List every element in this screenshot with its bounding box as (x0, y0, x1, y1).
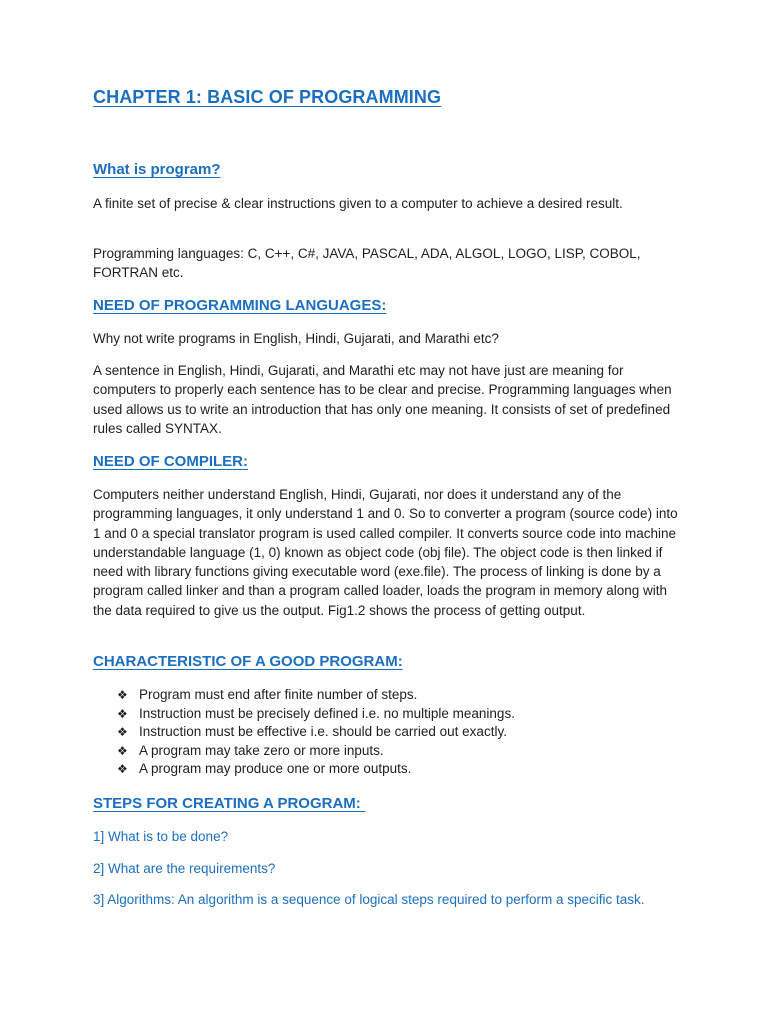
step-item: 2] What are the requirements? (93, 861, 276, 876)
paragraph-why-not-english: Why not write programs in English, Hindi, Gujarati, and Marathi etc? (93, 331, 499, 346)
list-item: ❖ Instruction must be effective i.e. should be carried out exactly. (117, 723, 515, 742)
diamond-bullet-icon: ❖ (117, 706, 128, 721)
paragraph-program-definition: A finite set of precise & clear instructions given to a computer to achieve a desired result. (93, 196, 623, 211)
paragraph-programming-languages: Programming languages: C, C++, C#, JAVA, PASCAL, ADA, ALGOL, LOGO, LISP, COBOL, FORTRAN etc. (93, 246, 641, 281)
diamond-bullet-icon: ❖ (117, 743, 128, 758)
list-item: ❖ A program may produce one or more outputs. (117, 760, 515, 779)
paragraph-compiler-explanation: Computers neither understand English, Hindi, Gujarati, nor does it understand any of the programming languages, it only understand 1 and 0. So to converter a program (source code) into 1 and 0 a special translator program is used called compiler. It converts source code into machine understandable language (1, 0) known as object code (obj file). The object code is then linked if need with library functions giving executable word (exe.file). The process of linking is done by a program called linker and than a program called loader, loads the program in memory along with the data required to give us the output. Fig1.2 shows the process of getting output. (93, 487, 678, 618)
diamond-bullet-icon: ❖ (117, 762, 128, 777)
heading-steps-creating-program: STEPS FOR CREATING A PROGRAM: (93, 795, 365, 812)
heading-need-of-compiler: NEED OF COMPILER: (93, 453, 249, 470)
heading-what-is-program: What is program? (93, 161, 221, 178)
list-item: ❖ Program must end after finite number of steps. (117, 686, 515, 705)
characteristics-list (117, 686, 515, 779)
chapter-title: CHAPTER 1: BASIC OF PROGRAMMING (93, 87, 442, 107)
step-item: 3] Algorithms: An algorithm is a sequence of logical steps required to perform a specific task. (93, 892, 645, 907)
diamond-bullet-icon: ❖ (117, 688, 128, 702)
paragraph-precise-meaning: A sentence in English, Hindi, Gujarati, and Marathi etc may not have just are meaning for computers to properly each sentence has to be clear and precise. Programming languages when used allows us to write an introduction that has only one meaning. It consists of set of predefined rules called SYNTAX. (93, 363, 672, 436)
step-item: 1] What is to be done? (93, 829, 229, 844)
list-item: ❖ Instruction must be precisely defined i.e. no multiple meanings. (117, 705, 515, 724)
list-item: ❖ A program may take zero or more inputs. (117, 742, 515, 761)
heading-characteristic-good-program: CHARACTERISTIC OF A GOOD PROGRAM: (93, 653, 403, 670)
heading-need-of-programming-languages: NEED OF PROGRAMMING LANGUAGES: (93, 297, 387, 314)
diamond-bullet-icon: ❖ (117, 725, 128, 740)
